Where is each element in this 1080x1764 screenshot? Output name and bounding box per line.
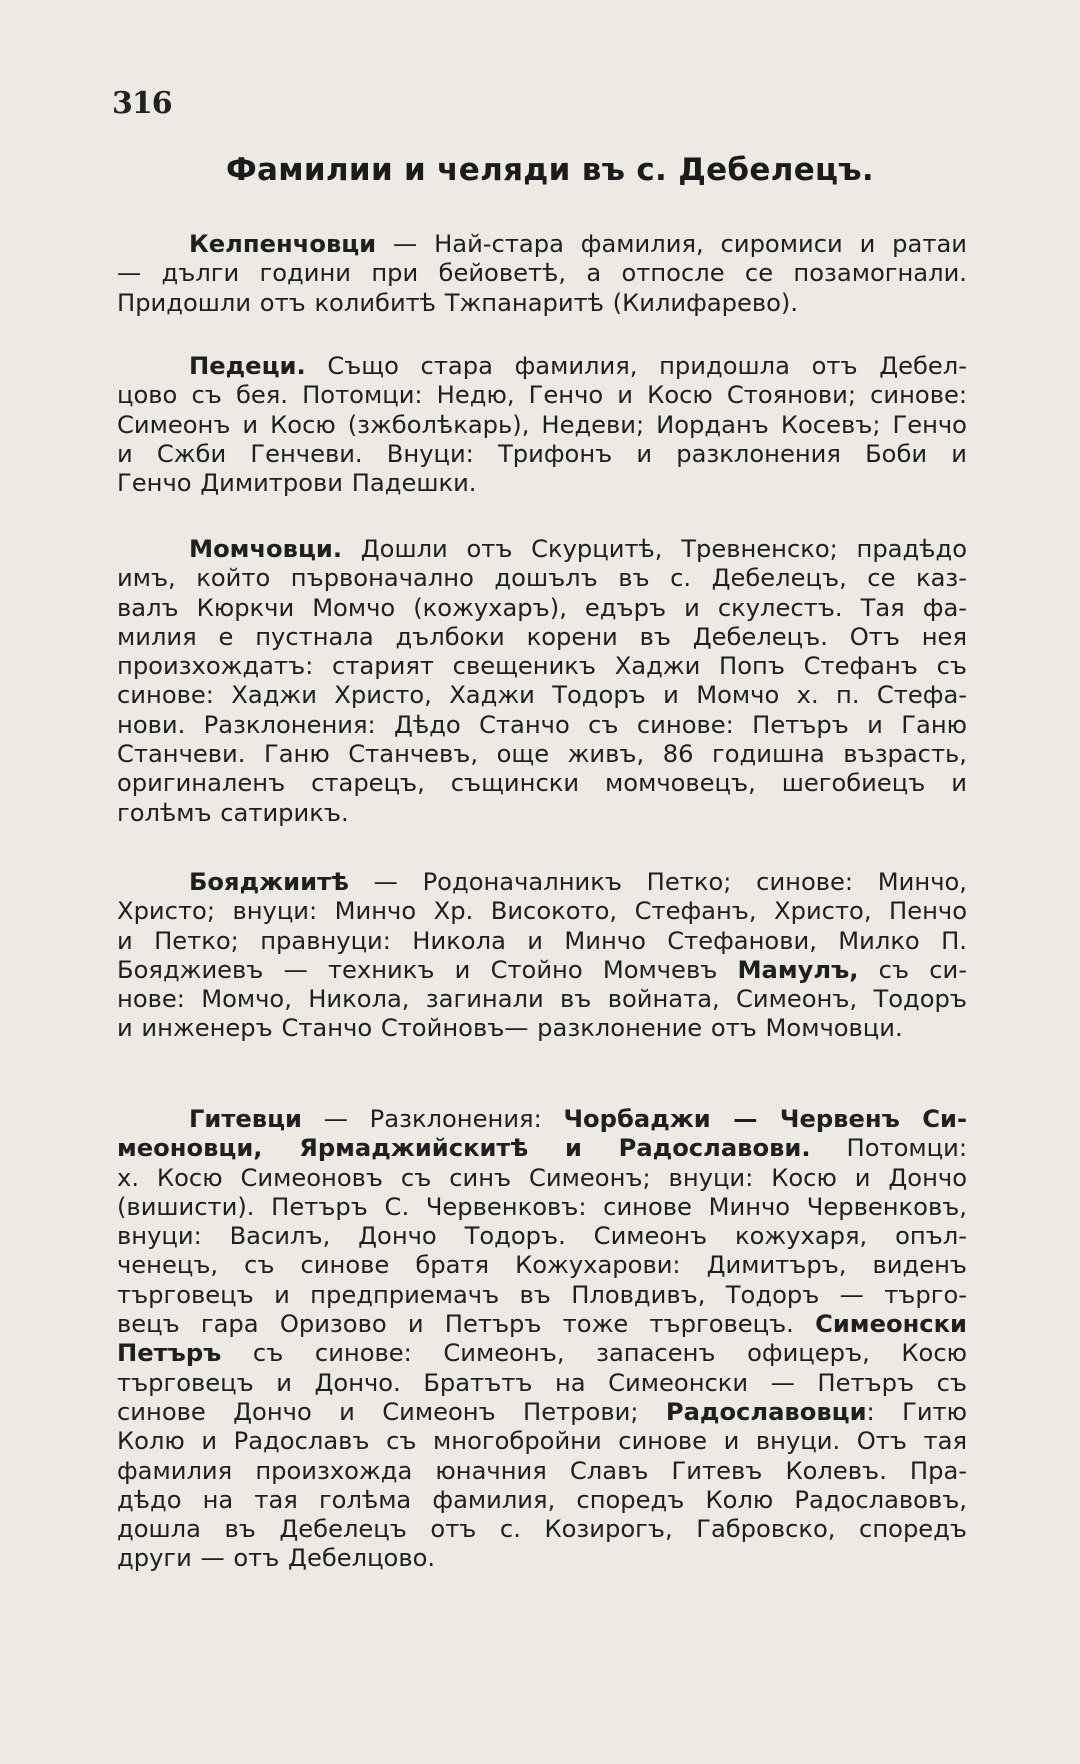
paragraph-kelpenchovtsi bbox=[117, 230, 967, 318]
family-name: Радославовци bbox=[665, 1397, 867, 1426]
text-line: оригиналенъ старецъ, същински момчовецъ, шегобиецъ и bbox=[117, 769, 967, 798]
text-line: милия е пустнала дълбоки корени въ Дебелецъ. Отъ нея bbox=[117, 622, 967, 651]
text-line: Петъръ съ синове: Симеонъ, запасенъ офицеръ, Косю bbox=[117, 1339, 967, 1368]
family-name: Момчовци. bbox=[189, 535, 343, 563]
text-line: търговецъ и Дончо. Братътъ на Симеонски — Петъръ съ bbox=[117, 1368, 967, 1397]
text-line: произхождатъ: старият свещеникъ Хаджи Попъ Стефанъ съ bbox=[117, 652, 967, 681]
paragraph-boyadzhiite bbox=[117, 868, 967, 1044]
text-line: имъ, който първоначално дошълъ въ с. Дебелецъ, се каз- bbox=[117, 564, 967, 593]
page-number: 316 bbox=[112, 86, 172, 121]
text-line: дѣдо на тая голѣма фамилия, споредъ Колю Радославовъ, bbox=[117, 1485, 967, 1514]
text-line: Генчо Димитрови Падешки. bbox=[117, 469, 477, 498]
family-name: меоновци, Ярмаджийскитѣ и Радославови. bbox=[117, 1134, 811, 1163]
family-name: Бояджиитѣ bbox=[189, 868, 349, 896]
text-line: Придошли отъ колибитѣ Тжпанаритѣ (Килифарево). bbox=[117, 288, 799, 317]
family-name: Мамулъ, bbox=[737, 955, 859, 984]
text-line: дошла въ Дебелецъ отъ с. Козирогъ, Габровско, споредъ bbox=[117, 1515, 967, 1544]
text-line: Келпенчовци — Най-стара фамилия, сиромиси и ратаи bbox=[189, 230, 967, 258]
text-line: Христо; внуци: Минчо Хр. Високото, Стефанъ, Христо, Пенчо bbox=[117, 897, 967, 926]
paragraph-momchovtsi bbox=[117, 535, 967, 828]
paragraph-pedetsi bbox=[117, 352, 967, 498]
text-line: и Сжби Генчеви. Внуци: Трифонъ и разклонения Боби и bbox=[117, 439, 967, 468]
family-name: Педеци. bbox=[189, 352, 306, 380]
text-line: вецъ гара Оризово и Петъръ тоже търговецъ. Симеонски bbox=[117, 1310, 967, 1339]
text-line: други — отъ Дебелцово. bbox=[117, 1544, 436, 1573]
text-line: синове Дончо и Симеонъ Петрови; Радославовци: Гитю bbox=[117, 1397, 967, 1426]
text-line: търговецъ и предприемачъ въ Пловдивъ, Тодоръ — търго- bbox=[117, 1280, 967, 1309]
family-name: Гитевци bbox=[189, 1105, 302, 1133]
family-name: Петъръ bbox=[117, 1339, 222, 1368]
text-line: Бояджиитѣ — Родоначалникъ Петко; синове: Минчо, bbox=[189, 868, 967, 896]
text-line: голѣмъ сатирикъ. bbox=[117, 798, 349, 827]
text-line: х. Косю Симеоновъ съ синъ Симеонъ; внуци: Косю и Дончо bbox=[117, 1163, 967, 1192]
text-line: внуци: Василъ, Дончо Тодоръ. Симеонъ кожухаря, опъл- bbox=[117, 1222, 967, 1251]
text-line: Педеци. Също стара фамилия, придошла отъ Дебел- bbox=[189, 352, 967, 380]
text-line: Симеонъ и Косю (зжболѣкарь), Недеви; Иорданъ Косевъ; Генчо bbox=[117, 410, 967, 439]
text-line: Станчеви. Ганю Станчевъ, още живъ, 86 годишна възрасть, bbox=[117, 740, 967, 769]
text-line: Бояджиевъ — техникъ и Стойно Момчевъ Мамулъ, съ си- bbox=[117, 955, 968, 984]
text-line: меоновци, Ярмаджийскитѣ и Радославови. Потомци: bbox=[117, 1134, 967, 1163]
family-name: Чорбаджи — Червенъ Си- bbox=[563, 1105, 967, 1133]
family-name: Симеонски bbox=[815, 1310, 967, 1339]
text-line: Момчовци. Дошли отъ Скурцитѣ, Тревненско; прадѣдо bbox=[189, 535, 967, 563]
text-line: — дълги години при бейоветѣ, а отпосле се позамогнали. bbox=[117, 259, 967, 288]
paragraph-gitevtsi bbox=[117, 1105, 967, 1574]
text-line: и Петко; правнуци: Никола и Минчо Стефанови, Милко П. bbox=[117, 926, 967, 955]
text-line: фамилия произхожда юначния Славъ Гитевъ Колевъ. Пра- bbox=[117, 1456, 967, 1485]
text-line: ченецъ, съ синове братя Кожухарови: Димитъръ, виденъ bbox=[117, 1251, 967, 1280]
text-line: нове: Момчо, Никола, загинали въ войната, Симеонъ, Тодоръ bbox=[117, 985, 967, 1014]
text-line: (вишисти). Петъръ С. Червенковъ: синове Минчо Червенковъ, bbox=[117, 1192, 967, 1221]
text-line: и инженеръ Станчо Стойновъ— разклонение отъ Момчовци. bbox=[117, 1014, 903, 1043]
text-line: цово съ бея. Потомци: Недю, Генчо и Косю Стоянови; синове: bbox=[117, 381, 967, 410]
page-title: Фамилии и челяди въ с. Дебелецъ. bbox=[226, 152, 874, 188]
text-line: валъ Кюркчи Момчо (кожухаръ), едъръ и скулестъ. Тая фа- bbox=[117, 593, 967, 622]
family-name: Келпенчовци bbox=[189, 230, 377, 258]
text-line: Колю и Радославъ съ многобройни синове и внуци. Отъ тая bbox=[117, 1427, 967, 1456]
text-line: синове: Хаджи Христо, Хаджи Тодоръ и Момчо х. п. Стефа- bbox=[117, 681, 967, 710]
text-line: нови. Разклонения: Дѣдо Станчо съ синове: Петъръ и Ганю bbox=[117, 710, 967, 739]
text-line: Гитевци — Разклонения: Чорбаджи — Червенъ Си- bbox=[189, 1105, 967, 1133]
